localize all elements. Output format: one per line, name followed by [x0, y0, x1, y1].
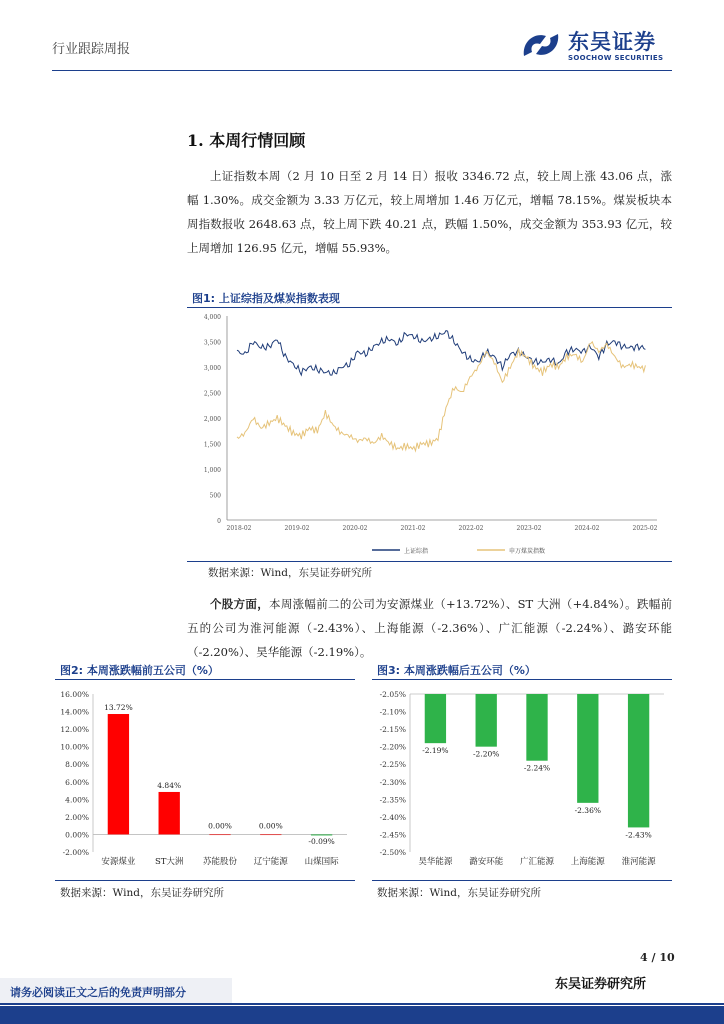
category-label: ST大洲 — [154, 857, 184, 867]
y-tick-label: -2.35% — [379, 795, 406, 805]
category-label: 昊华能源 — [418, 857, 453, 867]
figure2-title: 图2: 本周涨跌幅前五公司（%） — [60, 664, 219, 677]
bar — [577, 694, 598, 803]
y-tick-label: 500 — [209, 492, 221, 500]
stock-paragraph-body: 本周涨幅前二的公司为安源煤业（+13.72%）、ST 大洲（+4.84%）。跌幅前五的公司为淮河能源（-2.43%）、上海能源（-2.36%）、广汇能源（-2.24%）、潞安环能（-2.20%）、昊华能源（-2.19%）。 — [187, 597, 673, 659]
y-tick-label: 2.00% — [65, 812, 89, 822]
category-label: 安源煤业 — [101, 857, 136, 867]
bar-value-label: -2.19% — [422, 746, 449, 756]
category-label: 潞安环能 — [469, 857, 504, 867]
bar — [311, 834, 332, 835]
y-tick-label: 3,500 — [203, 339, 221, 347]
stock-paragraph-lead: 个股方面， — [210, 597, 270, 611]
figure3-bottom-rule — [372, 880, 672, 881]
bar-value-label: 13.72% — [104, 703, 133, 713]
category-label: 广汇能源 — [519, 857, 555, 867]
y-tick-label: 2,000 — [203, 416, 221, 423]
category-label: 淮河能源 — [621, 857, 656, 867]
x-tick-label: 2021-02 — [400, 525, 426, 532]
bar-value-label: -0.09% — [308, 837, 335, 847]
y-tick-label: 4,000 — [203, 314, 221, 321]
brand-subtitle: SOOCHOW SECURITIES — [568, 54, 664, 62]
figure1-title: 图1: 上证综指及煤炭指数表现 — [192, 292, 340, 305]
x-tick-label: 2024-02 — [574, 525, 600, 532]
footer-org-name: 东吴证券研究所 — [555, 977, 647, 992]
legend-label: 上证综指 — [404, 548, 429, 555]
y-tick-label: -2.45% — [379, 830, 406, 840]
x-tick-label: 2023-02 — [516, 525, 542, 532]
figure1-source: 数据来源：Wind，东吴证券研究所 — [208, 567, 372, 579]
bar-value-label: -2.24% — [523, 763, 551, 773]
y-tick-label: -2.25% — [379, 760, 406, 770]
bar — [108, 714, 129, 834]
y-tick-label: 1,000 — [203, 467, 221, 474]
y-tick-label: 1,500 — [203, 441, 221, 449]
x-tick-label: 2022-02 — [458, 525, 484, 532]
shanghai-index-line — [237, 331, 645, 376]
category-label: 山煤国际 — [304, 857, 339, 867]
legend-label: 申万煤炭指数 — [509, 548, 546, 555]
section-title: 1. 本周行情回顾 — [187, 131, 306, 150]
y-tick-label: 0.00% — [65, 830, 89, 840]
figure1-bottom-rule — [187, 561, 672, 562]
header-divider — [52, 70, 672, 71]
bar — [209, 834, 230, 835]
bar-value-label: -2.43% — [625, 830, 652, 840]
y-tick-label: 12.00% — [60, 725, 89, 735]
y-tick-label: 10.00% — [60, 742, 89, 752]
bar-value-label: 0.00% — [258, 821, 283, 831]
y-tick-label: 6.00% — [65, 777, 89, 787]
top-gainers-bar-chart — [55, 682, 355, 878]
figure3-title: 图3: 本周涨跌幅后五公司（%） — [377, 664, 536, 677]
y-tick-label: -2.30% — [379, 777, 406, 787]
y-tick-label: 3,000 — [203, 365, 221, 372]
disclaimer-text: 请务必阅读正文之后的免责声明部分 — [10, 986, 186, 999]
y-tick-label: 8.00% — [65, 760, 89, 770]
report-type-label: 行业跟踪周报 — [52, 42, 131, 57]
figure2-bottom-rule — [55, 880, 355, 881]
bar — [159, 792, 180, 834]
bar — [526, 694, 547, 761]
stock-paragraph — [187, 592, 672, 664]
bar — [425, 694, 446, 743]
page-number: 4 / 10 — [640, 951, 675, 964]
y-tick-label: -2.15% — [379, 725, 406, 735]
coal-index-line — [237, 342, 645, 451]
category-label: 苏能股份 — [202, 857, 238, 867]
bar — [260, 834, 281, 835]
market-review-paragraph: 上证指数本周（2 月 10 日至 2 月 14 日）报收 3346.72 点，较上周上涨 43.06 点，涨幅 1.30%。成交金额为 3.33 万亿元，较上周增加 1.46 万亿元，增幅 78.15%。煤炭板块本周指数报收 2648.63 点，较上周下跌 40.21 点，跌幅 1.50%，成交金额为 353.93 亿元，较上周增加 126.95 亿元，增幅 55.93%。 — [187, 169, 672, 255]
brand-name: 东吴证券 — [568, 30, 656, 54]
top-losers-bar-chart — [372, 682, 672, 878]
bar — [476, 694, 497, 747]
bar-value-label: 4.84% — [157, 780, 182, 790]
y-tick-label: -2.50% — [379, 848, 406, 857]
bar — [628, 694, 649, 827]
y-tick-label: 2,500 — [203, 390, 221, 398]
y-tick-label: 0 — [217, 518, 221, 525]
y-tick-label: -2.10% — [379, 707, 406, 717]
y-tick-label: -2.05% — [379, 690, 406, 699]
x-tick-label: 2020-02 — [342, 525, 368, 532]
bar-value-label: -2.20% — [473, 749, 500, 759]
bar-value-label: 0.00% — [208, 821, 232, 831]
index-line-chart — [187, 308, 672, 560]
y-tick-label: 14.00% — [60, 707, 89, 717]
bar-value-label: -2.36% — [574, 805, 601, 815]
x-tick-label: 2018-02 — [226, 525, 252, 532]
footer-band — [0, 1006, 724, 1024]
figure2-top-rule — [55, 679, 355, 680]
y-tick-label: 16.00% — [60, 690, 89, 699]
x-tick-label: 2019-02 — [284, 525, 310, 532]
y-tick-label: 4.00% — [65, 795, 89, 805]
soochow-logo-icon — [520, 28, 562, 62]
figure3-source: 数据来源：Wind，东吴证券研究所 — [377, 887, 541, 899]
y-tick-label: -2.40% — [379, 812, 406, 822]
figure3-top-rule — [372, 679, 672, 680]
y-tick-label: -2.20% — [379, 742, 406, 752]
x-tick-label: 2025-02 — [632, 525, 658, 532]
y-tick-label: -2.00% — [62, 848, 89, 857]
category-label: 上海能源 — [570, 857, 605, 867]
category-label: 辽宁能源 — [253, 857, 288, 867]
footer-divider — [0, 1003, 724, 1005]
figure2-source: 数据来源：Wind，东吴证券研究所 — [60, 887, 224, 899]
